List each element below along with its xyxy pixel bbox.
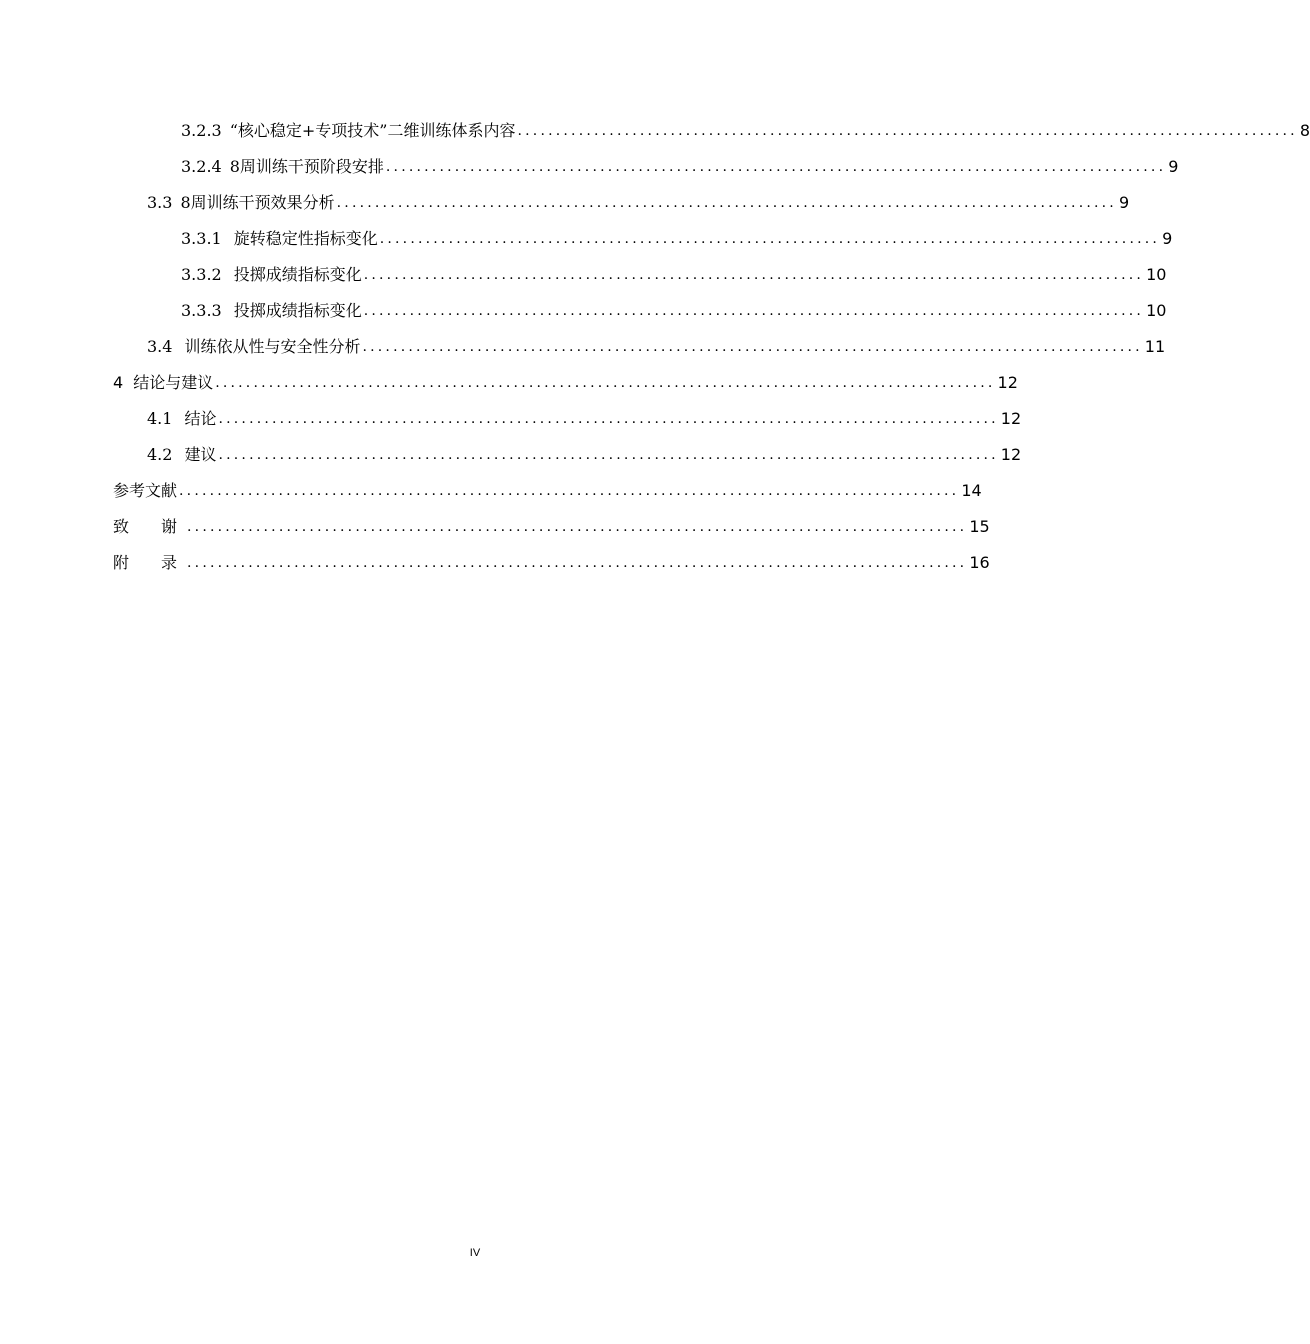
toc-dot-leader: ...................................................................................................... xyxy=(187,555,968,571)
toc-entry-page: 10 xyxy=(1146,265,1167,284)
toc-entry-page: 12 xyxy=(1000,445,1022,464)
toc-entry-number: 3.3.1 xyxy=(181,229,222,248)
toc-entry-page: 16 xyxy=(969,553,990,572)
toc-entry[interactable] xyxy=(113,365,1018,393)
toc-entry-number: 3.3.2 xyxy=(181,265,222,284)
page-number: IV xyxy=(469,1247,481,1259)
toc-dot-leader: ...................................................................................................... xyxy=(187,519,968,535)
toc-entry[interactable] xyxy=(181,293,1167,321)
toc-entry[interactable] xyxy=(181,149,1179,177)
toc-entry-title: 结论与建议 xyxy=(133,373,214,392)
toc-dot-leader: ...................................................................................................... xyxy=(336,195,1117,211)
toc-dot-leader: ...................................................................................................... xyxy=(385,159,1167,175)
toc-entry-title: 旋转稳定性指标变化 xyxy=(233,229,378,248)
toc-entry-page: 9 xyxy=(1168,157,1179,176)
toc-entry-title: “核心稳定+专项技术”二维训练体系内容 xyxy=(229,121,516,140)
toc-entry-number: 3.3.3 xyxy=(181,301,222,320)
toc-dot-leader: ...................................................................................................... xyxy=(218,447,999,463)
toc-entry[interactable] xyxy=(147,185,1130,213)
toc-dot-leader: ...................................................................................................... xyxy=(362,339,1143,355)
toc-entry[interactable] xyxy=(113,473,982,501)
toc-dot-leader: ...................................................................................................... xyxy=(215,375,996,391)
toc-entry[interactable] xyxy=(181,257,1167,285)
toc-entry-page: 10 xyxy=(1146,301,1167,320)
toc-dot-leader: ...................................................................................................... xyxy=(379,231,1161,247)
table-of-contents xyxy=(0,0,1310,600)
toc-entry-number: 3.2.4 xyxy=(181,157,222,176)
toc-entry-title: 参考文献 xyxy=(113,481,178,500)
toc-entry-title: 投掷成绩指标变化 xyxy=(233,265,362,284)
toc-entry[interactable] xyxy=(147,401,1022,429)
toc-entry-page: 12 xyxy=(1000,409,1022,428)
toc-entry-number: 3.2.3 xyxy=(181,121,222,140)
toc-entry[interactable] xyxy=(147,329,1166,357)
toc-dot-leader: ...................................................................................................... xyxy=(363,267,1145,283)
toc-entry-page: 14 xyxy=(961,481,982,500)
toc-entry-number: 4.1 xyxy=(147,409,173,428)
toc-entry-page: 12 xyxy=(997,373,1018,392)
toc-entry-page: 9 xyxy=(1118,193,1130,212)
toc-entry-page: 9 xyxy=(1162,229,1173,248)
toc-entry[interactable] xyxy=(147,437,1022,465)
toc-entry-title: 结论 xyxy=(184,409,217,428)
toc-dot-leader: ...................................................................................................... xyxy=(517,123,1298,139)
toc-entry-title: 建议 xyxy=(184,445,217,464)
toc-entry-page: 15 xyxy=(969,517,990,536)
toc-entry-title: 附 录 xyxy=(113,553,186,572)
toc-entry-title: 致 谢 xyxy=(113,517,186,536)
toc-entry-title: 8周训练干预阶段安排 xyxy=(229,157,384,176)
toc-entry-number: 3.4 xyxy=(147,337,173,356)
toc-entry-page: 11 xyxy=(1144,337,1166,356)
toc-dot-leader: ...................................................................................................... xyxy=(363,303,1145,319)
toc-entry[interactable] xyxy=(181,221,1173,249)
toc-entry[interactable] xyxy=(181,113,1310,141)
toc-entry-number: 4 xyxy=(113,373,124,392)
toc-entry-number: 3.3 xyxy=(147,193,173,212)
toc-entry-title: 训练依从性与安全性分析 xyxy=(184,337,361,356)
toc-entry-title: 8周训练干预效果分析 xyxy=(180,193,335,212)
toc-entry[interactable] xyxy=(113,545,990,573)
toc-entry[interactable] xyxy=(113,509,990,537)
toc-entry-title: 投掷成绩指标变化 xyxy=(233,301,362,320)
toc-entry-number: 4.2 xyxy=(147,445,173,464)
toc-entry-page: 8 xyxy=(1299,121,1310,140)
toc-dot-leader: ...................................................................................................... xyxy=(179,483,960,499)
toc-dot-leader: ...................................................................................................... xyxy=(218,411,999,427)
